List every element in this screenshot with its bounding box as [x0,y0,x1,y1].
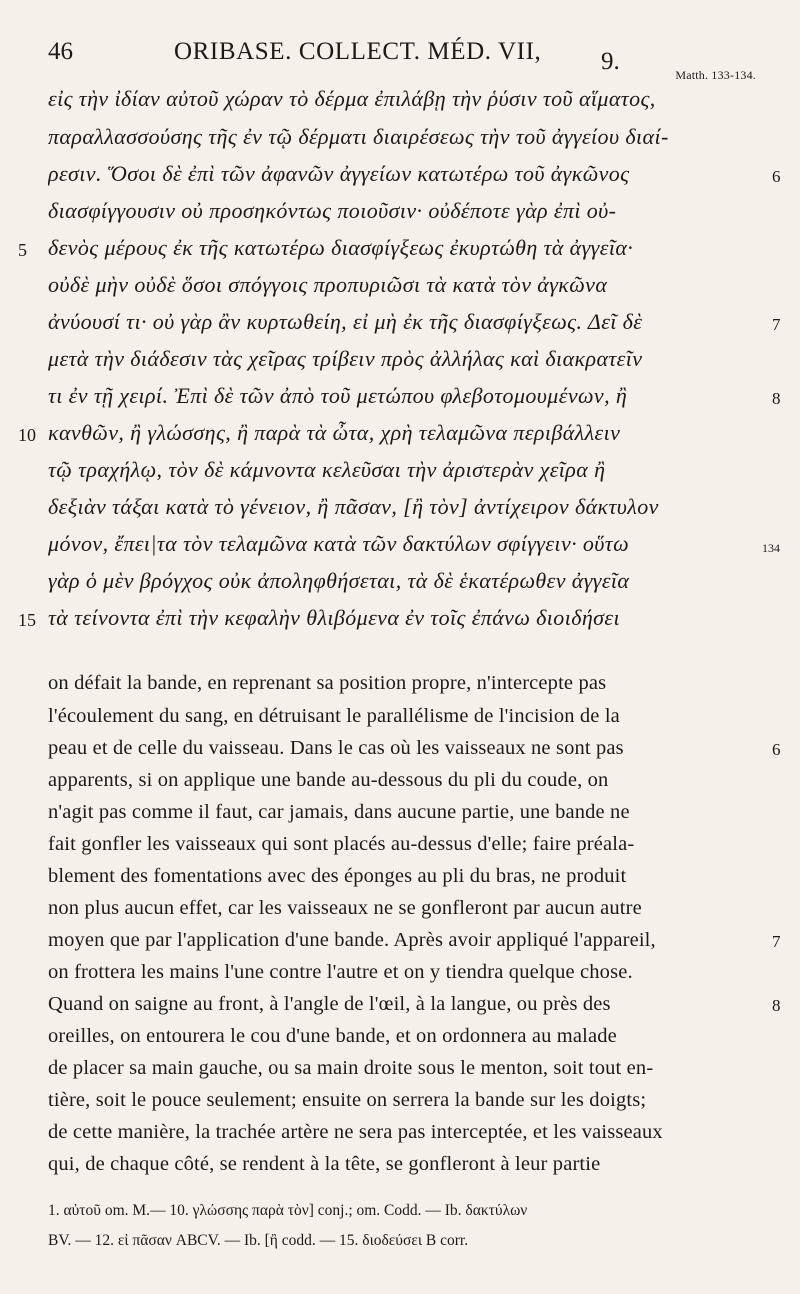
greek-line: δεξιὰν τάξαι κατὰ τὸ γένειον, ἢ πᾶσαν, [ἢ τὸν] ἀντίχειρον δάκτυλον [48,494,659,519]
greek-line: κανθῶν, ἢ γλώσσης, ἢ παρὰ τὰ ὦτα, χρὴ τελαμῶνα περιβάλλειν [48,420,621,445]
french-line: non plus aucun effet, car les vaisseaux ne se gonfleront par aucun autre [48,897,642,919]
footnote-line: 1. αὐτοῦ om. M.— 10. γλώσσης παρὰ τὸν] conj.; om. Codd. — Ib. δακτύλων [48,1202,528,1219]
running-title: ORIBASE. COLLECT. MÉD. VII, [174,38,542,65]
line-number: 5 [18,240,27,260]
paragraph-number: 8 [772,389,781,408]
french-line: qui, de chaque côté, se rendent à la tête, se gonfleront à leur partie [48,1153,601,1175]
greek-line: δενὸς μέρους ἐκ τῆς κατωτέρω διασφίγξεως ἐκυρτώθη τὰ ἀγγεῖα· [48,235,634,260]
edition-reference: Matth. 133-134. [675,68,756,82]
greek-line: παραλλασσούσης τῆς ἐν τῷ δέρματι διαιρέσεως τὴν τοῦ ἀγγείου διαί- [48,124,669,149]
page-number: 46 [48,38,73,65]
french-line: fait gonfler les vaisseaux qui sont placés au-dessus d'elle; faire préala- [48,833,635,855]
french-line: moyen que par l'application d'une bande. Après avoir appliqué l'appareil, [48,929,656,951]
greek-line: διασφίγγουσιν οὐ προσηκόντως ποιοῦσιν· οὐδέποτε γὰρ ἐπὶ οὐ- [48,198,617,223]
greek-line: μόνον, ἔπει|τα τὸν τελαμῶνα κατὰ τῶν δακτύλων σφίγγειν· οὕτω [48,531,630,556]
paragraph-number: 7 [772,315,781,334]
french-line: on défait la bande, en reprenant sa position propre, n'intercepte pas [48,672,607,694]
french-line: de cette manière, la trachée artère ne sera pas interceptée, et les vaisseaux [48,1121,663,1143]
greek-line: μετὰ τὴν διάδεσιν τὰς χεῖρας τρίβειν πρὸς ἀλλήλας καὶ διακρατεῖν [48,346,643,371]
french-line: n'agit pas comme il faut, car jamais, dans aucune partie, une bande ne [48,801,630,823]
french-line: apparents, si on applique une bande au-dessous du pli du coude, on [48,769,609,791]
line-number: 15 [18,610,36,630]
greek-line: τι ἐν τῇ χειρί. Ἐπὶ δὲ τῶν ἀπὸ τοῦ μετώπου φλεβοτομουμένων, ἢ [48,383,628,408]
greek-line: τὰ τείνοντα ἐπὶ τὴν κεφαλὴν θλιβόμενα ἐν τοῖς ἐπάνω διοιδήσει [48,605,620,630]
french-line: Quand on saigne au front, à l'angle de l'œil, à la langue, ou près des [48,993,611,1015]
french-line: peau et de celle du vaisseau. Dans le cas où les vaisseaux ne sont pas [48,737,624,759]
greek-line: γὰρ ὁ μὲν βρόγχος οὐκ ἀποληφθήσεται, τὰ δὲ ἑκατέρωθεν ἀγγεῖα [48,568,630,593]
critical-apparatus [48,1196,760,1256]
french-line: de placer sa main gauche, ou sa main droite sous le menton, soit tout en- [48,1057,654,1079]
greek-line: εἰς τὴν ἰδίαν αὐτοῦ χώραν τὸ δέρμα ἐπιλάβῃ τὴν ῥύσιν τοῦ αἵματος, [48,86,656,111]
french-line: oreilles, on entourera le cou d'une bande, et on ordonnera au malade [48,1025,617,1047]
french-line: l'écoulement du sang, en détruisant le parallélisme de l'incision de la [48,705,620,727]
french-line: on frottera les mains l'une contre l'autre et on y tiendra quelque chose. [48,961,633,983]
french-line: tière, soit le pouce seulement; ensuite on serrera la bande sur les doigts; [48,1089,647,1111]
french-line: blement des fomentations avec des éponges au pli du bras, ne produit [48,865,627,887]
paragraph-number: 8 [772,996,781,1015]
folio-marker: 134 [762,541,780,555]
greek-line: ρεσιν. Ὅσοι δὲ ἐπὶ τῶν ἀφανῶν ἀγγείων κατωτέρω τοῦ ἀγκῶνος [48,161,630,186]
greek-line: τῷ τραχήλῳ, τὸν δὲ κάμνοντα κελεῦσαι τὴν ἀριστερὰν χεῖρα ἢ [48,457,606,482]
footnote-line: BV. — 12. εἰ πᾶσαν ABCV. — Ib. [ἢ codd. — 15. διοδεύσει B corr. [48,1232,469,1249]
greek-line: οὐδὲ μὴν οὐδὲ ὅσοι σπόγγοις προπυριῶσι τὰ κατὰ τὸν ἀγκῶνα [48,272,608,297]
paragraph-number: 7 [772,932,781,951]
greek-line: ἀνύουσί τι· οὐ γὰρ ἂν κυρτωθείη, εἰ μὴ ἐκ τῆς διασφίγξεως. Δεῖ δὲ [48,309,643,334]
paragraph-number: 6 [772,167,781,186]
paragraph-number: 6 [772,740,781,759]
line-number: 10 [18,425,36,445]
section-number: 9. [601,48,620,75]
